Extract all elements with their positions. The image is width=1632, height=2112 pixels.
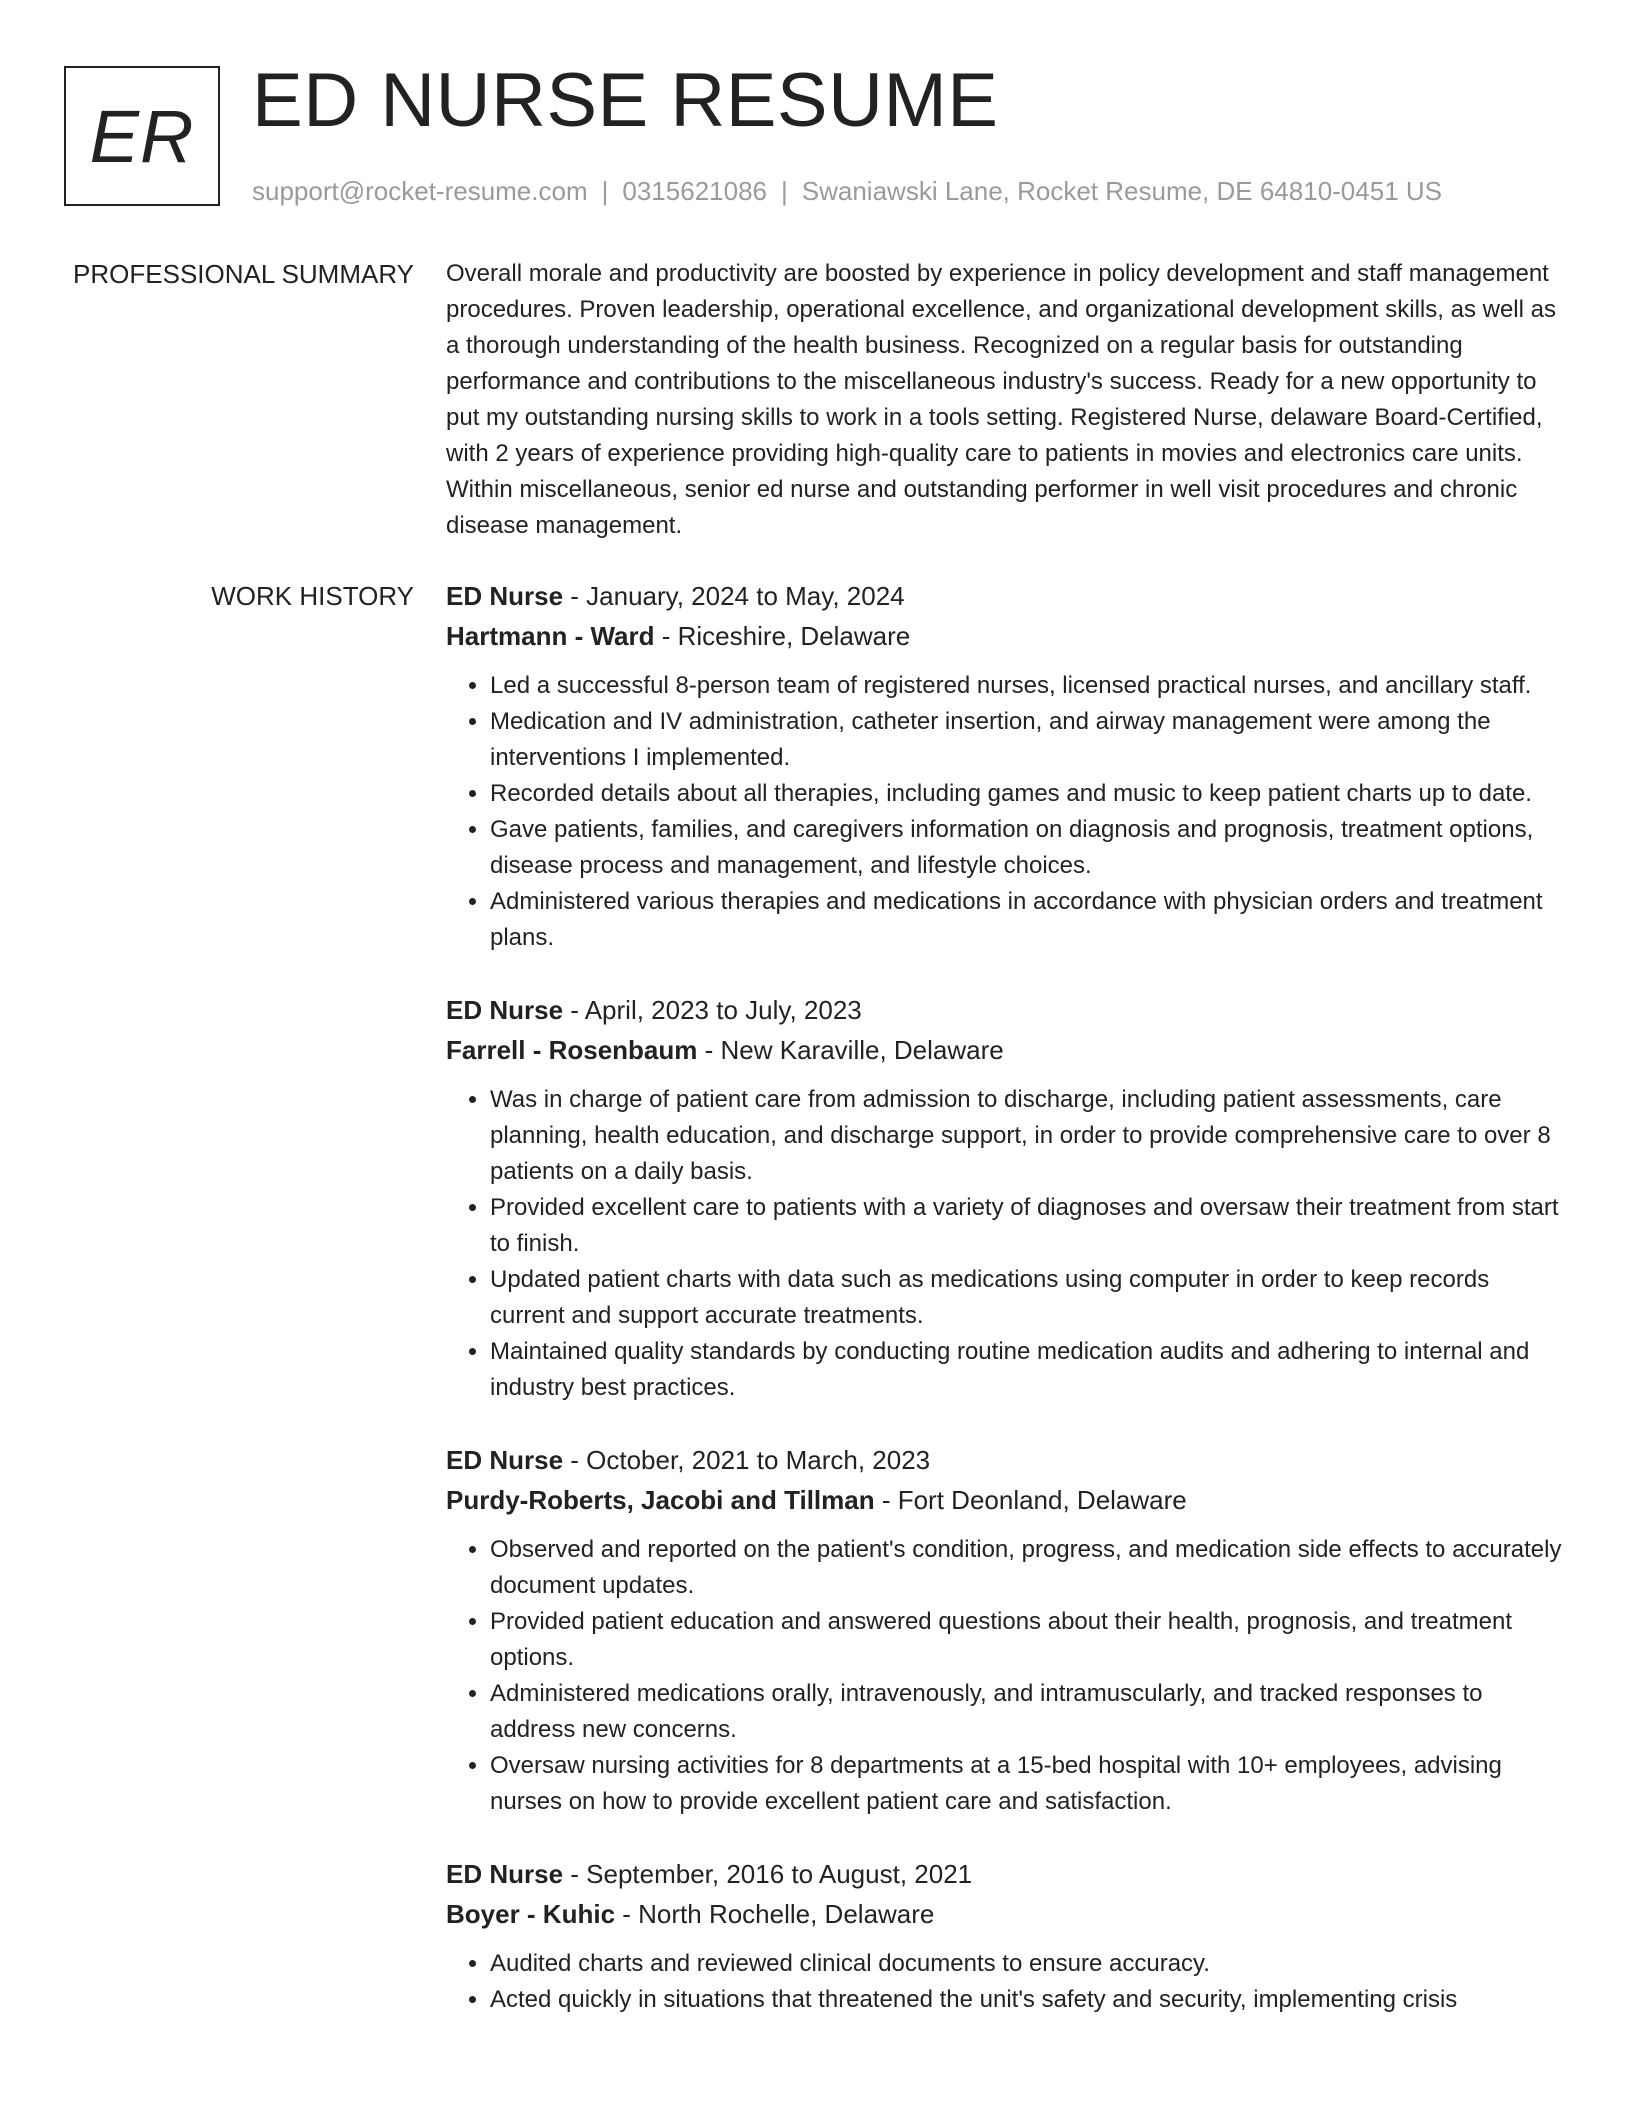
contact-separator: |	[601, 176, 609, 206]
job-entry	[446, 1854, 1564, 2018]
job-employer-line	[446, 1480, 1564, 1520]
job-bullets	[446, 1082, 1564, 1406]
job-dates: - January, 2024 to May, 2024	[563, 581, 905, 611]
job-employer: Boyer - Kuhic	[446, 1899, 616, 1929]
job-bullet: • Maintained quality standards by conducting routine medication audits and adhering to internal and industry best practices.	[490, 1334, 1564, 1406]
summary-heading: PROFESSIONAL SUMMARY	[73, 259, 414, 289]
job-bullet: • Recorded details about all therapies, including games and music to keep patient charts up to date.	[490, 776, 1564, 812]
job-title-line	[446, 576, 1564, 616]
job-title-line	[446, 1854, 1564, 1894]
job-entry	[446, 990, 1564, 1406]
contact-separator: |	[781, 176, 788, 206]
job-employer: Hartmann - Ward	[446, 621, 655, 651]
contact-address: Swaniawski Lane, Rocket Resume, DE 64810-0451 US	[801, 176, 1442, 206]
job-bullets	[446, 1532, 1564, 1820]
job-bullet: • Audited charts and reviewed clinical documents to ensure accuracy.	[490, 1946, 1564, 1982]
work-history-list	[446, 576, 1564, 2052]
job-bullet: • Updated patient charts with data such as medications using computer in order to keep records current and support accurate treatments.	[490, 1262, 1564, 1334]
job-bullet: • Provided excellent care to patients with a variety of diagnoses and oversaw their treatment from start to finish.	[490, 1190, 1564, 1262]
job-location: - Fort Deonland, Delaware	[874, 1485, 1187, 1515]
job-employer: Purdy-Roberts, Jacobi and Tillman	[446, 1485, 875, 1515]
job-employer-line	[446, 1030, 1564, 1070]
summary-text: Overall morale and productivity are boosted by experience in policy development and staff management procedures. Proven leadership, operational excellence, and organizational development skills, as well as a thorough understanding of the health business. Recognized on a regular basis for outstanding performance and contributions to the miscellaneous industry's success. Ready for a new opportunity to put my outstanding nursing skills to work in a tools setting. Registered Nurse, delaware Board-Certified, with 2 years of experience providing high-quality care to patients in movies and electronics care units. Within miscellaneous, senior ed nurse and outstanding performer in well visit procedures and chronic disease management.	[446, 260, 1556, 539]
job-bullet: • Gave patients, families, and caregivers information on diagnosis and prognosis, treatment options, disease process and management, and lifestyle choices.	[490, 812, 1564, 884]
job-bullets	[446, 668, 1564, 956]
job-dates: - October, 2021 to March, 2023	[563, 1445, 931, 1475]
job-bullet: • Led a successful 8-person team of registered nurses, licensed practical nurses, and ancillary staff.	[490, 668, 1564, 704]
contact-email: support@rocket-resume.com	[252, 176, 588, 206]
job-title: ED Nurse	[446, 1445, 564, 1475]
job-bullet: • Was in charge of patient care from admission to discharge, including patient assessments, care planning, health education, and discharge support, in order to provide comprehensive care to over 8 patients on a daily basis.	[490, 1082, 1564, 1190]
job-bullet: • Acted quickly in situations that threatened the unit's safety and security, implementing crisis	[490, 1982, 1564, 2018]
job-employer: Farrell - Rosenbaum	[446, 1035, 698, 1065]
job-entry	[446, 576, 1564, 956]
job-title-line	[446, 990, 1564, 1030]
job-bullet: • Oversaw nursing activities for 8 departments at a 15-bed hospital with 10+ employees, advising nurses on how to provide excellent patient care and satisfaction.	[490, 1748, 1564, 1820]
job-entry	[446, 1440, 1564, 1820]
contact-line	[252, 174, 1442, 208]
job-title: ED Nurse	[446, 581, 564, 611]
job-location: - New Karaville, Delaware	[697, 1035, 1004, 1065]
work-history-heading: WORK HISTORY	[211, 581, 414, 611]
job-bullet: • Observed and reported on the patient's condition, progress, and medication side effects to accurately document updates.	[490, 1532, 1564, 1604]
job-bullet: • Provided patient education and answered questions about their health, prognosis, and treatment options.	[490, 1604, 1564, 1676]
job-dates: - September, 2016 to August, 2021	[563, 1859, 973, 1889]
resume-title: ED NURSE RESUME	[252, 58, 999, 143]
job-location: - North Rochelle, Delaware	[615, 1899, 935, 1929]
job-bullets	[446, 1946, 1564, 2018]
monogram-logo	[64, 66, 220, 206]
job-bullet: • Medication and IV administration, catheter insertion, and airway management were among the interventions I implemented.	[490, 704, 1564, 776]
contact-phone: 0315621086	[622, 176, 767, 206]
job-location: - Riceshire, Delaware	[654, 621, 911, 651]
job-employer-line	[446, 1894, 1564, 1934]
job-title: ED Nurse	[446, 1859, 564, 1889]
summary-body	[446, 256, 1564, 544]
job-title-line	[446, 1440, 1564, 1480]
job-title: ED Nurse	[446, 995, 564, 1025]
job-bullet: • Administered medications orally, intravenously, and intramuscularly, and tracked responses to address new concerns.	[490, 1676, 1564, 1748]
job-bullet: • Administered various therapies and medications in accordance with physician orders and treatment plans.	[490, 884, 1564, 956]
monogram-text: ER	[89, 94, 195, 178]
job-dates: - April, 2023 to July, 2023	[563, 995, 862, 1025]
job-employer-line	[446, 616, 1564, 656]
